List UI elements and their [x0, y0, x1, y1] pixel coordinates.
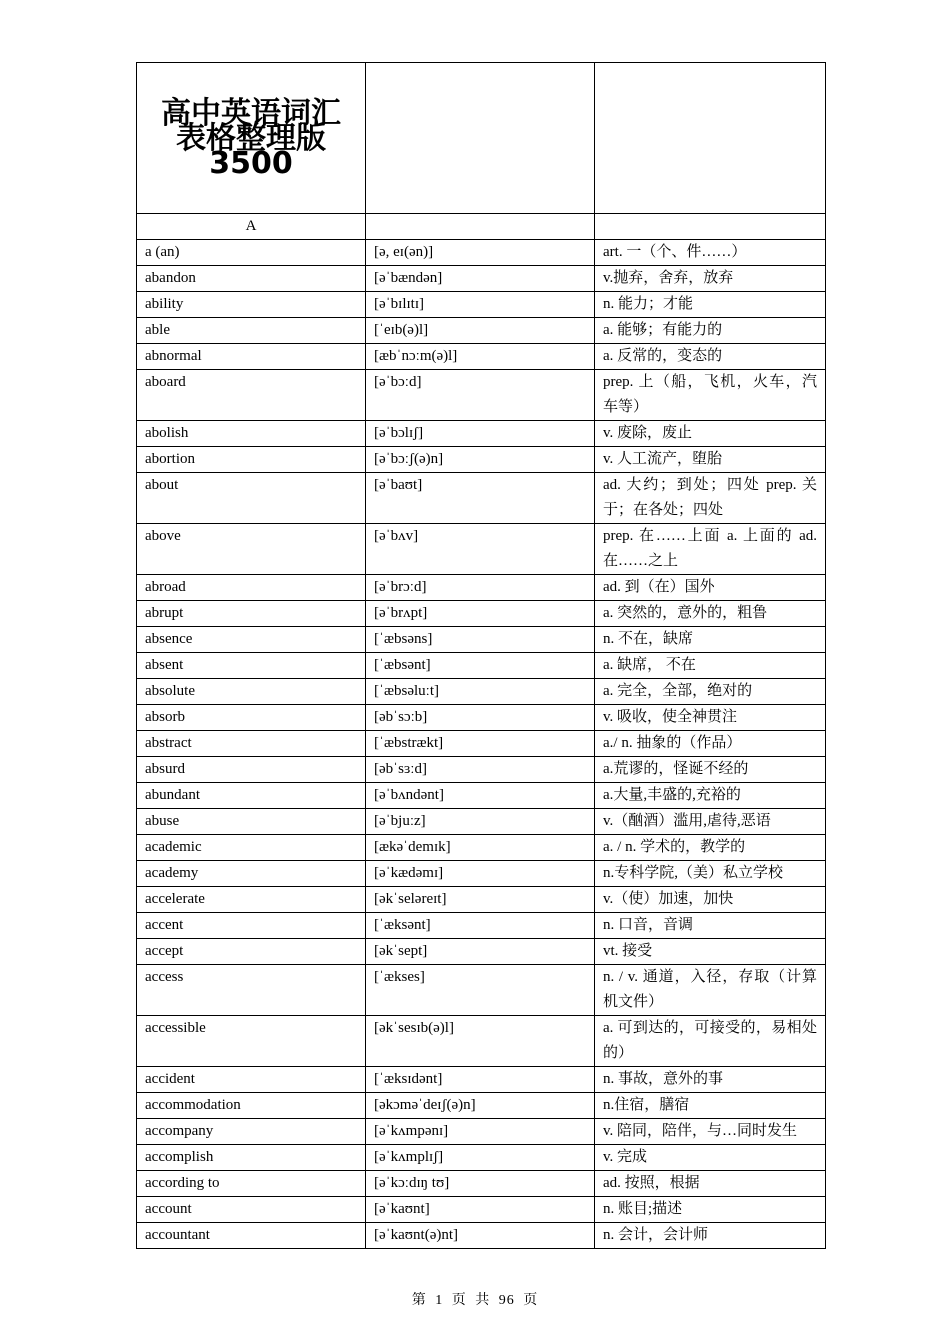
- table-row: [137, 1119, 826, 1145]
- phonetic-cell: [əkɔməˈdeɪʃ(ə)n]: [366, 1093, 595, 1119]
- section-blank-cell: [595, 214, 826, 240]
- word-cell: abroad: [137, 575, 366, 601]
- phonetic-cell: [əˈbaʊt]: [366, 473, 595, 524]
- word-cell: ability: [137, 292, 366, 318]
- phonetic-cell: [ˈæbstrækt]: [366, 731, 595, 757]
- meaning-cell: vt. 接受: [595, 939, 826, 965]
- phonetic-cell: [əˈkædəmɪ]: [366, 861, 595, 887]
- word-cell: abandon: [137, 266, 366, 292]
- table-row: [137, 835, 826, 861]
- phonetic-cell: [ˈæksənt]: [366, 913, 595, 939]
- phonetic-cell: [əˈbrɔːd]: [366, 575, 595, 601]
- phonetic-cell: [əˈkʌmpənɪ]: [366, 1119, 595, 1145]
- vocabulary-table: [136, 62, 826, 1249]
- word-cell: abuse: [137, 809, 366, 835]
- phonetic-cell: [əbˈsɔːb]: [366, 705, 595, 731]
- meaning-cell: ad. 大约；到处；四处 prep. 关于；在各处；四处: [595, 473, 826, 524]
- meaning-cell: a. 缺席， 不在: [595, 653, 826, 679]
- word-cell: account: [137, 1197, 366, 1223]
- word-cell: abnormal: [137, 344, 366, 370]
- word-cell: accessible: [137, 1016, 366, 1067]
- word-cell: accent: [137, 913, 366, 939]
- document-title: [137, 63, 366, 214]
- word-cell: above: [137, 524, 366, 575]
- phonetic-cell: [əˈkaʊnt]: [366, 1197, 595, 1223]
- meaning-cell: a.荒谬的，怪诞不经的: [595, 757, 826, 783]
- meaning-cell: ad. 到（在）国外: [595, 575, 826, 601]
- word-cell: absence: [137, 627, 366, 653]
- table-row: [137, 575, 826, 601]
- section-header-row: [137, 214, 826, 240]
- table-row: [137, 473, 826, 524]
- section-blank-cell: [366, 214, 595, 240]
- table-row: [137, 524, 826, 575]
- table-row: [137, 861, 826, 887]
- phonetic-cell: [ˈæbsənt]: [366, 653, 595, 679]
- table-row: [137, 318, 826, 344]
- word-cell: abrupt: [137, 601, 366, 627]
- table-row: [137, 913, 826, 939]
- phonetic-cell: [əˈbɪlɪtɪ]: [366, 292, 595, 318]
- meaning-cell: v. 吸收，使全神贯注: [595, 705, 826, 731]
- meaning-cell: a./ n. 抽象的（作品）: [595, 731, 826, 757]
- word-cell: accelerate: [137, 887, 366, 913]
- meaning-cell: prep. 上（船，飞机，火车，汽车等）: [595, 370, 826, 421]
- meaning-cell: n. 账目;描述: [595, 1197, 826, 1223]
- section-letter: A: [137, 214, 366, 240]
- table-row: [137, 1223, 826, 1249]
- word-cell: accomplish: [137, 1145, 366, 1171]
- word-cell: academic: [137, 835, 366, 861]
- word-cell: able: [137, 318, 366, 344]
- table-row: [137, 447, 826, 473]
- phonetic-cell: [əˈbjuːz]: [366, 809, 595, 835]
- meaning-cell: a. 能够；有能力的: [595, 318, 826, 344]
- phonetic-cell: [əˈbɔlɪʃ]: [366, 421, 595, 447]
- table-row: [137, 809, 826, 835]
- table-row: [137, 1067, 826, 1093]
- meaning-cell: a. 反常的，变态的: [595, 344, 826, 370]
- meaning-cell: v. 陪同，陪伴，与…同时发生: [595, 1119, 826, 1145]
- table-row: [137, 1093, 826, 1119]
- meaning-cell: v.（使）加速，加快: [595, 887, 826, 913]
- word-cell: absolute: [137, 679, 366, 705]
- phonetic-cell: [ˈæbsəns]: [366, 627, 595, 653]
- table-row: [137, 627, 826, 653]
- meaning-cell: v. 废除，废止: [595, 421, 826, 447]
- phonetic-cell: [əˈbʌv]: [366, 524, 595, 575]
- table-row: [137, 653, 826, 679]
- phonetic-cell: [əˈbrʌpt]: [366, 601, 595, 627]
- title-blank-cell: [366, 63, 595, 214]
- table-row: [137, 421, 826, 447]
- table-row: [137, 370, 826, 421]
- meaning-cell: a. / n. 学术的，教学的: [595, 835, 826, 861]
- phonetic-cell: [ə, eɪ(ən)]: [366, 240, 595, 266]
- word-cell: according to: [137, 1171, 366, 1197]
- meaning-cell: a. 可到达的，可接受的，易相处的）: [595, 1016, 826, 1067]
- phonetic-cell: [əˈbændən]: [366, 266, 595, 292]
- table-row: [137, 757, 826, 783]
- phonetic-cell: [əˈkʌmplɪʃ]: [366, 1145, 595, 1171]
- meaning-cell: a. 完全，全部，绝对的: [595, 679, 826, 705]
- table-row: [137, 783, 826, 809]
- word-cell: accountant: [137, 1223, 366, 1249]
- table-row: [137, 887, 826, 913]
- phonetic-cell: [əˈbɔːd]: [366, 370, 595, 421]
- word-cell: abortion: [137, 447, 366, 473]
- meaning-cell: prep. 在……上面 a. 上面的 ad. 在……之上: [595, 524, 826, 575]
- title-line-3: 3500: [209, 145, 293, 181]
- word-cell: about: [137, 473, 366, 524]
- phonetic-cell: [əˈkɔːdɪŋ tʊ]: [366, 1171, 595, 1197]
- table-row: [137, 1171, 826, 1197]
- word-cell: abstract: [137, 731, 366, 757]
- table-row: [137, 731, 826, 757]
- word-cell: absent: [137, 653, 366, 679]
- phonetic-cell: [æbˈnɔːm(ə)l]: [366, 344, 595, 370]
- title-line-2: 表格整理版: [176, 120, 326, 156]
- meaning-cell: n. 事故，意外的事: [595, 1067, 826, 1093]
- meaning-cell: n. 不在，缺席: [595, 627, 826, 653]
- table-row: [137, 1016, 826, 1067]
- meaning-cell: v.抛弃，舍弃，放弃: [595, 266, 826, 292]
- phonetic-cell: [ˈæbsəluːt]: [366, 679, 595, 705]
- meaning-cell: n. 会计，会计师: [595, 1223, 826, 1249]
- word-cell: absorb: [137, 705, 366, 731]
- title-line-1: 高中英语词汇: [161, 95, 341, 131]
- meaning-cell: v. 完成: [595, 1145, 826, 1171]
- meaning-cell: a. 突然的，意外的，粗鲁: [595, 601, 826, 627]
- page-footer: 第 1 页 共 96 页: [411, 1293, 539, 1308]
- table-row: [137, 292, 826, 318]
- word-cell: accompany: [137, 1119, 366, 1145]
- word-cell: accident: [137, 1067, 366, 1093]
- phonetic-cell: [ækəˈdemɪk]: [366, 835, 595, 861]
- word-cell: academy: [137, 861, 366, 887]
- phonetic-cell: [əbˈsɜːd]: [366, 757, 595, 783]
- phonetic-cell: [ˈækses]: [366, 965, 595, 1016]
- phonetic-cell: [əˈkaʊnt(ə)nt]: [366, 1223, 595, 1249]
- phonetic-cell: [ˈæksɪdənt]: [366, 1067, 595, 1093]
- word-cell: aboard: [137, 370, 366, 421]
- table-row: [137, 266, 826, 292]
- table-row: [137, 240, 826, 266]
- phonetic-cell: [əˈbɔːʃ(ə)n]: [366, 447, 595, 473]
- word-cell: accept: [137, 939, 366, 965]
- phonetic-cell: [əkˈsesɪb(ə)l]: [366, 1016, 595, 1067]
- word-cell: accommodation: [137, 1093, 366, 1119]
- table-row: [137, 939, 826, 965]
- meaning-cell: n. 口音，音调: [595, 913, 826, 939]
- meaning-cell: ad. 按照，根据: [595, 1171, 826, 1197]
- table-row: [137, 1197, 826, 1223]
- phonetic-cell: [əkˈsept]: [366, 939, 595, 965]
- phonetic-cell: [əkˈseləreɪt]: [366, 887, 595, 913]
- title-row: [137, 63, 826, 214]
- word-cell: absurd: [137, 757, 366, 783]
- table-row: [137, 344, 826, 370]
- phonetic-cell: [əˈbʌndənt]: [366, 783, 595, 809]
- table-row: [137, 705, 826, 731]
- word-cell: access: [137, 965, 366, 1016]
- meaning-cell: v.（酗酒）滥用,虐待,恶语: [595, 809, 826, 835]
- meaning-cell: art. 一（个、件……）: [595, 240, 826, 266]
- phonetic-cell: [ˈeɪb(ə)l]: [366, 318, 595, 344]
- table-row: [137, 601, 826, 627]
- word-cell: abolish: [137, 421, 366, 447]
- meaning-cell: n.专科学院,（美）私立学校: [595, 861, 826, 887]
- meaning-cell: v. 人工流产，堕胎: [595, 447, 826, 473]
- table-row: [137, 965, 826, 1016]
- meaning-cell: n.住宿，膳宿: [595, 1093, 826, 1119]
- meaning-cell: n. / v. 通道，入径，存取（计算机文件）: [595, 965, 826, 1016]
- table-row: [137, 1145, 826, 1171]
- meaning-cell: a.大量,丰盛的,充裕的: [595, 783, 826, 809]
- word-cell: a (an): [137, 240, 366, 266]
- word-cell: abundant: [137, 783, 366, 809]
- title-blank-cell: [595, 63, 826, 214]
- table-row: [137, 679, 826, 705]
- meaning-cell: n. 能力；才能: [595, 292, 826, 318]
